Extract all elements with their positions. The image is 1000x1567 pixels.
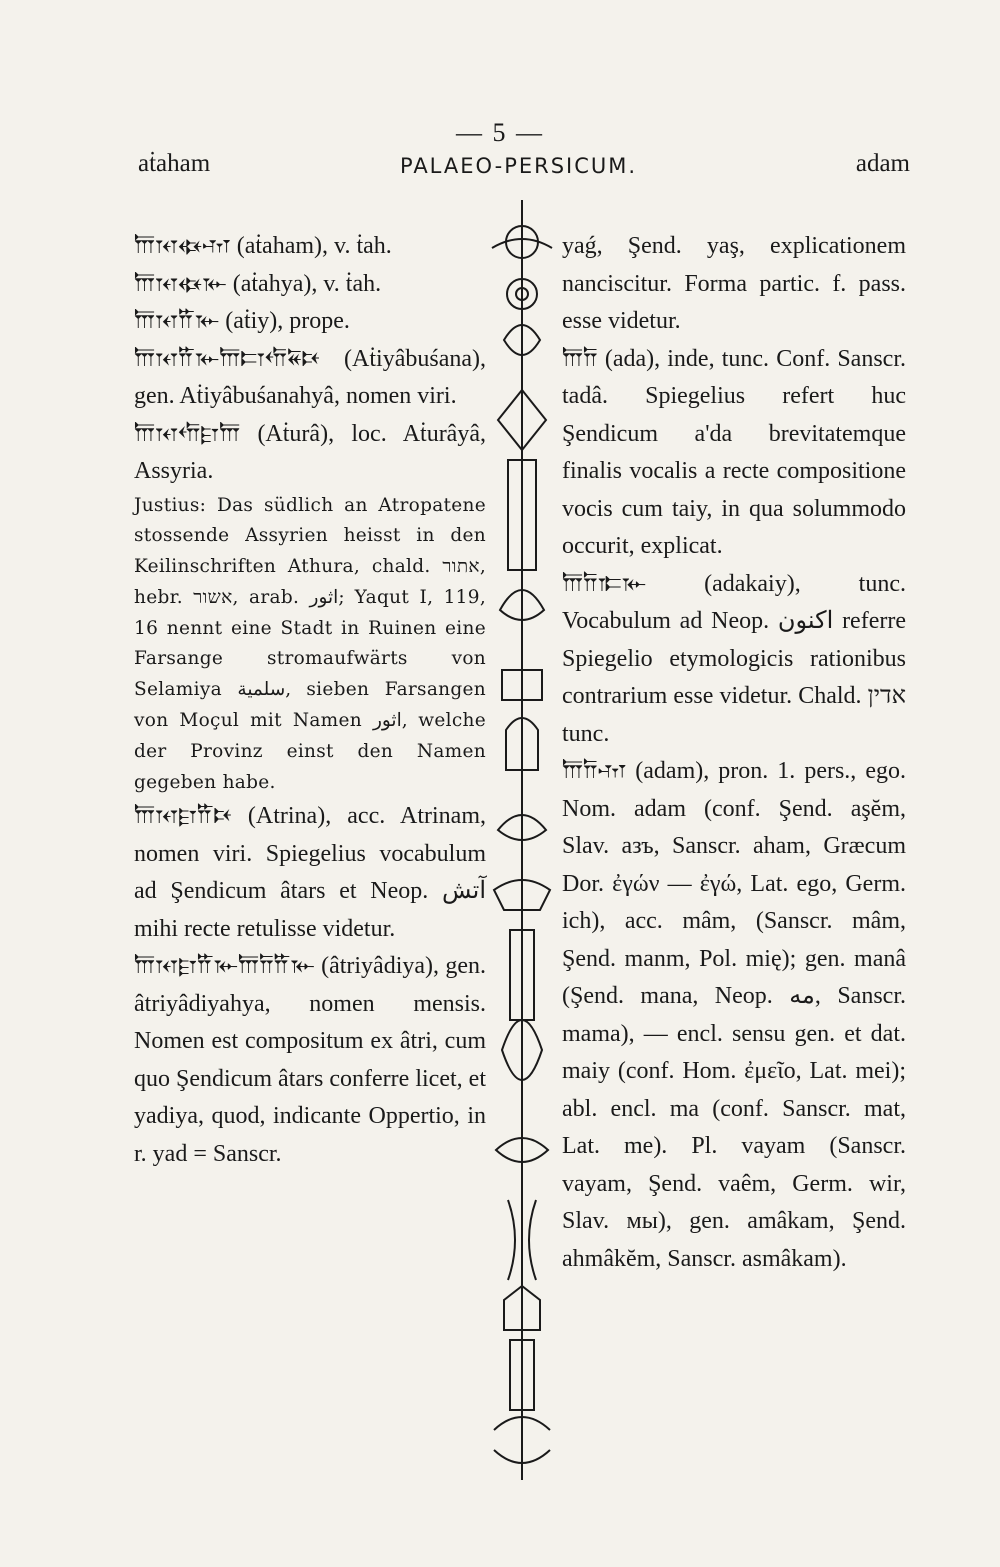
running-header: [138, 150, 910, 186]
entry-adam: 𐎠𐎭𐎶 (adam), pron. 1. pers., ego. Nom. adam (conf. Şend. aşĕm, Slav. азъ, Sanscr. aham, Græcum Dor. ἐγών — ἐγώ, Lat. ego, Germ. ich), acc. mâm, (Sanscr. mâm, Şend. manm, Pol. mię); gen. manâ (Şend. mana, Neop. مه, Sanscr. mama), — encl. sensu gen. et dat. maiy (conf. Hom. ἐμεῖο, Lat. mei); abl. encl. ma (conf. Sanscr. mat, Lat. me). Pl. vayam (Sanscr. vayam, Şend. vaêm, Germ. wir, Slav. мы), gen. amâkam, Şend. ahmâkĕm, Sanscr. asmâkam).: [562, 758, 906, 1272]
entry-continuation: yaǵ, Şend. yaş, explicationem nanciscitur. Forma partic. f. pass. esse videtur.: [562, 233, 906, 334]
entry-atriyadiya: 𐎠𐎰𐎼𐎡𐎹𐎠𐎭𐎡𐎹 (âtriyâdiya), gen. âtriyâdiyahya, nomen mensis. Nomen est compositum ex âtri, cum quo Şendicum âtars conferre licet, et yadiya, quod, indicante Oppertio, in r. yad = Sanscr.: [134, 953, 486, 1167]
right-column: [562, 228, 906, 1278]
decorative-column-ornament: [484, 190, 560, 1490]
entry-afahya: 𐎠𐎰𐏃𐎹 (aṫahya), v. ṫah.: [134, 270, 382, 297]
entry-afura: 𐎠𐎰𐎢𐎼𐎠 (Aṫurâ), loc. Aṫurâyâ, Assyria.: [134, 420, 486, 484]
page-number: — 5 —: [456, 118, 544, 147]
left-column: [134, 228, 486, 1173]
header-right-word: adam: [855, 150, 910, 177]
entry-afiyabusana: 𐎠𐎰𐎡𐎹𐎠𐎲𐎢𐏁𐎴 (Aṫiyâbuśana), gen. Aṫiyâbuśanahyâ, nomen viri.: [134, 345, 486, 409]
header-left-word: aṫaham: [138, 150, 211, 177]
entry-atrina: 𐎠𐎰𐎼𐎡𐎴 (Atrina), acc. Atrinam, nomen viri. Spiegelius vocabulum ad Şendicum âtars et Neop. آتش mihi recte retulisse videtur.: [134, 803, 486, 942]
entry-afaham: 𐎠𐎰𐏃𐎶 (aṫaham), v. ṫah.: [134, 233, 392, 259]
entry-adakaiy: 𐎠𐎭𐎣𐎹 (adakaiy), tunc. Vocabulum ad Neop. اکنون referre Spiegelio etymologicis rationibus contrarium esse videtur. Chald. אדין tunc.: [562, 570, 906, 747]
entry-afiy: 𐎠𐎰𐎡𐎹 (aṫiy), prope.: [134, 308, 350, 334]
justius-note: Justius: Das südlich an Atropatene stossende Assyrien heisst in den Keilinschriften Athura, chald. אתור, hebr. אשור, arab. اثور; Yaqut I, 119, 16 nennt eine Stadt in Ruinen eine Farsange stromaufwärts von Selamiya سلمية, sieben Farsangen von Moçul mit Namen اثور, welche der Provinz einst den Namen gegeben habe.: [134, 494, 487, 793]
header-title: PALAEO-PERSICUM.: [400, 154, 638, 178]
entry-ada: 𐎠𐎭 (ada), inde, tunc. Conf. Sanscr. tadâ. Spiegelius refert huc Şendicum a'da brevitatemque finalis vocalis a recte compositione vocis cum taiy, in qua solummodo occurit, explicat.: [562, 345, 906, 559]
